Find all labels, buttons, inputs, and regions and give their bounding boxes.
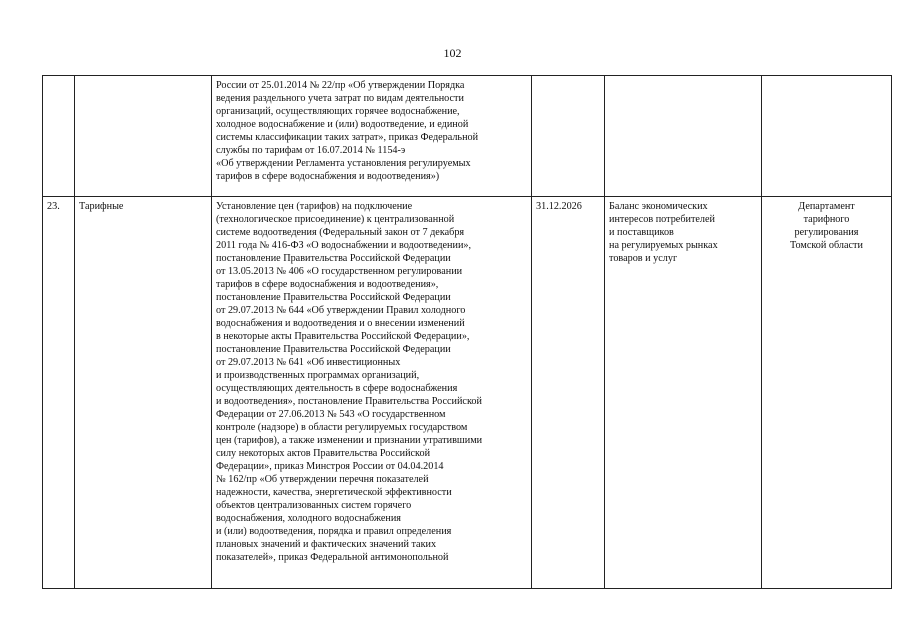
text-line: постановление Правительства Российской Федерации <box>216 253 451 264</box>
text-line: «Об утверждении Регламента установления регулируемых <box>216 158 471 169</box>
deadline-cell <box>532 76 605 197</box>
text-line: в некоторые акты Правительства Российской Федерации», <box>216 331 470 342</box>
text-line: России от 25.01.2014 № 22/пр «Об утверждении Порядка <box>216 80 465 91</box>
text-line: системе водоотведения (Федеральный закон от 7 декабря <box>216 227 465 238</box>
text-line: холодное водоснабжение и (или) водоотведение, и единой <box>216 119 469 130</box>
text-line: силу некоторых актов Правительства Российской <box>216 448 431 459</box>
text-line: Департамент <box>798 201 855 212</box>
text-line: (технологическое присоединение) к централизованной <box>216 214 455 225</box>
legal-basis-cell <box>212 76 532 197</box>
deadline-cell <box>532 197 605 589</box>
text-line: на регулируемых рынках <box>609 240 718 251</box>
text-line: постановление Правительства Российской Федерации <box>216 344 451 355</box>
text-line: Томской области <box>790 240 863 251</box>
row-number: 23. <box>47 201 60 212</box>
regulation-table <box>42 75 892 589</box>
authority-cell <box>762 197 892 589</box>
table-row <box>43 197 892 589</box>
text-line: тарифного <box>803 214 850 225</box>
text-line: 2011 года № 416-ФЗ «О водоснабжении и водоотведении», <box>216 240 472 251</box>
text-line: контроле (надзоре) в области регулируемых государством <box>216 422 468 433</box>
text-line: от 13.05.2013 № 406 «О государственном регулировании <box>216 266 463 277</box>
legal-basis-cell <box>212 197 532 589</box>
text-line: водоснабжения, холодного водоснабжения <box>216 513 401 524</box>
text-line: № 162/пр «Об утверждении перечня показателей <box>216 474 429 485</box>
row-number-cell <box>43 197 75 589</box>
text-line: товаров и услуг <box>609 253 678 264</box>
table-row <box>43 76 892 197</box>
text-line: осуществляющих деятельность в сфере водоснабжения <box>216 383 458 394</box>
text-line: системы классификации таких затрат», приказ Федеральной <box>216 132 479 143</box>
measure-name-cell <box>75 197 212 589</box>
measure-name: Тарифные <box>79 201 124 212</box>
text-line: от 29.07.2013 № 641 «Об инвестиционных <box>216 357 401 368</box>
text-line: постановление Правительства Российской Федерации <box>216 292 451 303</box>
text-line: показателей», приказ Федеральной антимонопольной <box>216 552 449 563</box>
text-line: Федерации», приказ Минстроя России от 04.04.2014 <box>216 461 444 472</box>
text-line: и поставщиков <box>609 227 674 238</box>
text-line: Установление цен (тарифов) на подключение <box>216 201 413 212</box>
text-line: тарифов в сфере водоснабжения и водоотведения», <box>216 279 439 290</box>
page-number: 102 <box>443 46 462 60</box>
text-line: цен (тарифов), а также изменении и признании утратившими <box>216 435 483 446</box>
text-line: плановых значений и фактических значений таких <box>216 539 437 550</box>
text-line: и водоотведения», постановление Правительства Российской <box>216 396 482 407</box>
text-line: от 29.07.2013 № 644 «Об утверждении Правил холодного <box>216 305 466 316</box>
text-line: тарифов в сфере водоснабжения и водоотведения») <box>216 171 440 182</box>
text-line: надежности, качества, энергетической эффективности <box>216 487 452 498</box>
text-line: ведения раздельного учета затрат по видам деятельности <box>216 93 464 104</box>
text-line: организаций, осуществляющих горячее водоснабжение, <box>216 106 460 117</box>
text-line: интересов потребителей <box>609 214 715 225</box>
text-line: регулирования <box>794 227 859 238</box>
purpose-cell <box>605 197 762 589</box>
text-line: Федерации от 27.06.2013 № 543 «О государственном <box>216 409 446 420</box>
purpose-cell <box>605 76 762 197</box>
deadline-date: 31.12.2026 <box>536 201 582 212</box>
text-line: водоснабжения и водоотведения и о внесении изменений <box>216 318 465 329</box>
text-line: объектов централизованных систем горячего <box>216 500 412 511</box>
row-number-cell <box>43 76 75 197</box>
text-line: службы по тарифам от 16.07.2014 № 1154-э <box>216 145 406 156</box>
authority-cell <box>762 76 892 197</box>
text-line: Баланс экономических <box>609 201 708 212</box>
text-line: и производственных программах организаций, <box>216 370 420 381</box>
measure-name-cell <box>75 76 212 197</box>
text-line: и (или) водоотведения, порядка и правил определения <box>216 526 452 537</box>
